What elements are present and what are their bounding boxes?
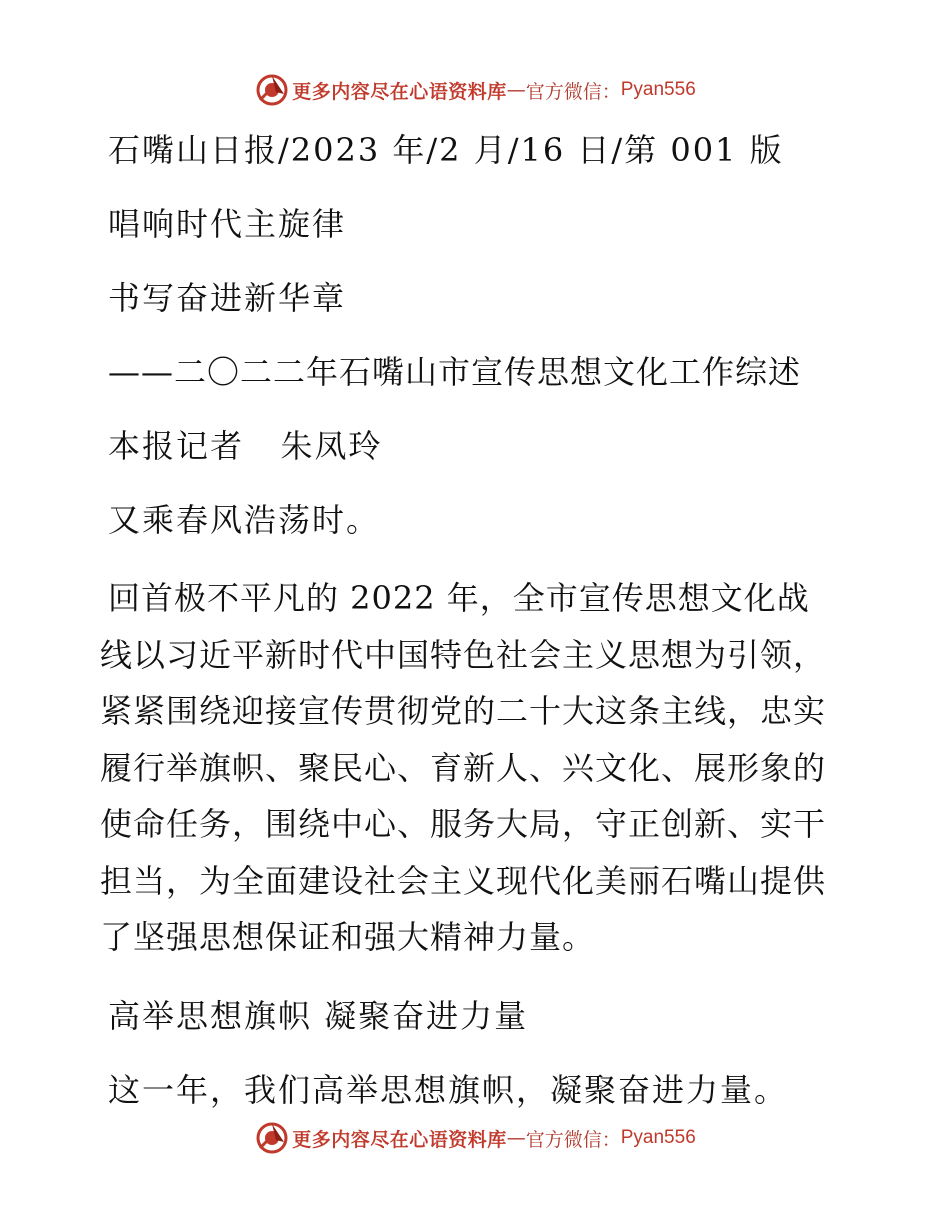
byline: 本报记者 朱凤玲 (108, 427, 383, 465)
article-body (100, 120, 853, 1110)
headline-2: 书写奋进新华章 (108, 279, 347, 317)
watermark-brand: 更多内容尽在心语资料库 (292, 80, 507, 103)
subtitle: ——二〇二二年石嘴山市宣传思想文化工作综述 (108, 353, 802, 391)
watermark-account: Pyan556 (620, 1127, 696, 1148)
headline-1: 唱响时代主旋律 (108, 205, 347, 243)
watermark-brand: 更多内容尽在心语资料库 (292, 1128, 507, 1151)
section-heading: 高举思想旗帜 凝聚奋进力量 (108, 996, 529, 1035)
section-paragraph: 这一年，我们高举思想旗帜，凝聚奋进力量。 (108, 1070, 789, 1109)
paragraph-line: 使命任务，围绕中心、服务大局，守正创新、实干 (100, 805, 827, 843)
watermark-label: 官方微信： (525, 1128, 621, 1151)
paragraph-line: 回首极不平凡的 2022 年，全市宣传思想文化战 (108, 579, 810, 617)
watermark-dash: — (506, 1127, 526, 1149)
dateline: 石嘴山日报/2023 年/2 月/16 日/第 001 版 (108, 131, 784, 169)
watermark-logo-icon (254, 72, 290, 108)
watermark-label: 官方微信： (525, 80, 621, 103)
paragraph-line: 线以习近平新时代中国特色社会主义思想为引领， (100, 635, 827, 674)
paragraph-1 (100, 570, 853, 966)
paragraph-line: 担当，为全面建设社会主义现代化美丽石嘴山提供 (100, 861, 827, 900)
lead-sentence: 又乘春风浩荡时。 (108, 501, 381, 539)
watermark-bottom (0, 1118, 950, 1158)
paragraph-line: 了坚强思想保证和强大精神力量。 (100, 918, 596, 956)
watermark-account: Pyan556 (620, 79, 696, 100)
paragraph-line: 紧紧围绕迎接宣传贯彻党的二十大这条主线，忠实 (100, 692, 827, 730)
watermark-dash: — (506, 79, 526, 101)
paragraph-line: 履行举旗帜、聚民心、育新人、兴文化、展形象的 (100, 748, 827, 787)
watermark-top (0, 70, 950, 110)
watermark-logo-icon (254, 1120, 290, 1156)
